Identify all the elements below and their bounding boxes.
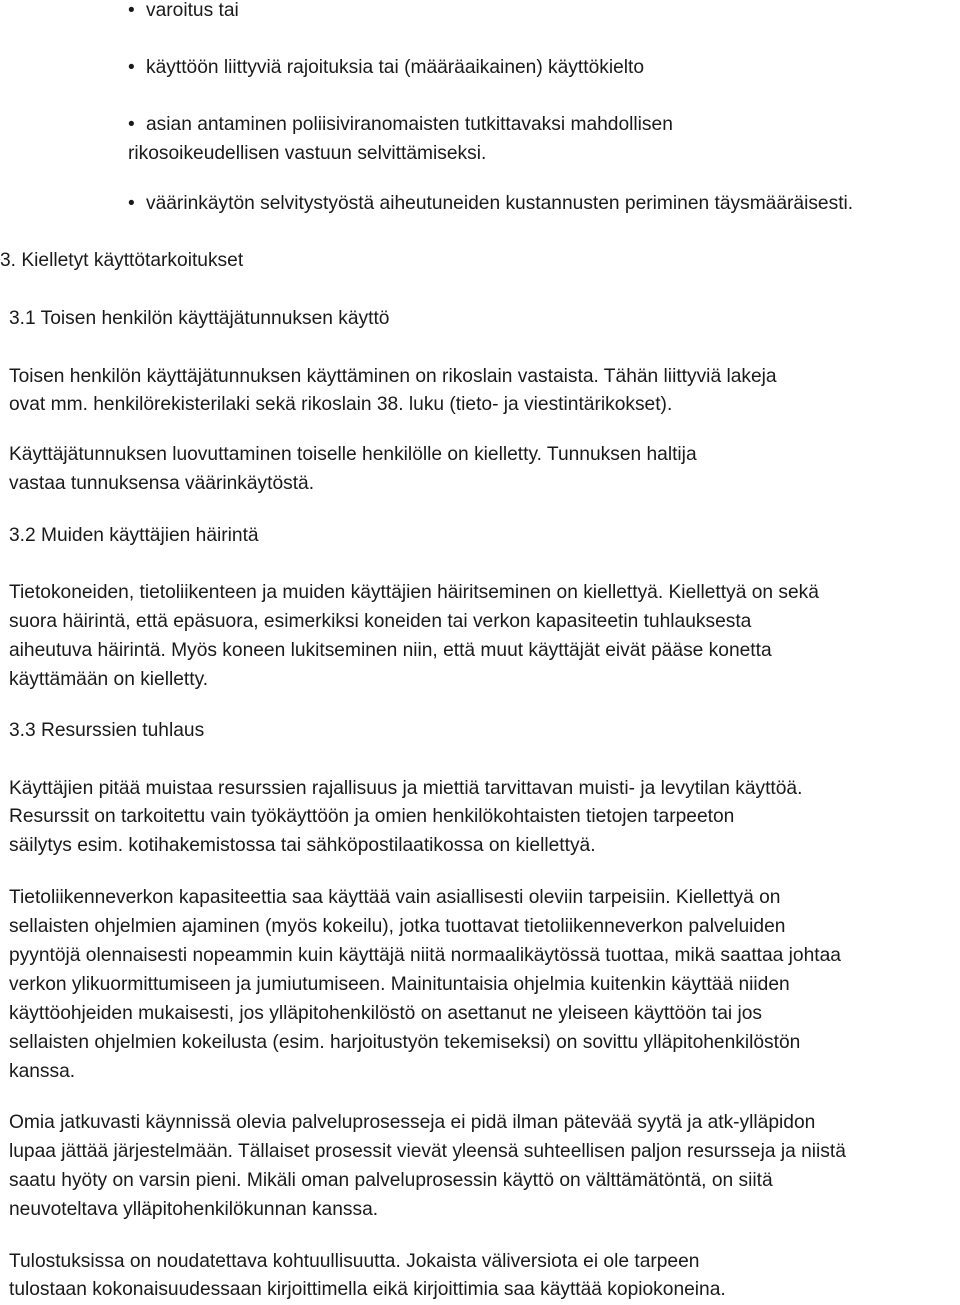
paragraph-line: kanssa. [9,1061,76,1082]
paragraph-line: Omia jatkuvasti käynnissä olevia palveluprosesseja ei pidä ilman pätevää syytä ja atk-ylläpidon [9,1112,816,1133]
paragraph-line: neuvoteltava ylläpitohenkilökunnan kanssa. [9,1199,379,1220]
paragraph-line: vastaa tunnuksensa väärinkäytöstä. [9,473,315,494]
paragraph-line: ovat mm. henkilörekisterilaki sekä rikoslain 38. luku (tieto- ja viestintärikokset). [9,394,673,415]
paragraph-line: sellaisten ohjelmien ajaminen (myös kokeilu), jotka tuottavat tietoliikenneverkon palveluiden [9,916,786,937]
paragraph-line: aiheutuva häirintä. Myös koneen lukitseminen niin, että muut käyttäjät eivät pääse konetta [9,640,772,661]
paragraph-line: pyyntöjä olennaisesti nopeammin kuin käyttäjä niitä normaalikäytössä tuottaa, mikä saattaa johtaa [9,945,841,966]
paragraph-line: saatu hyöty on varsin pieni. Mikäli oman palveluprosessin käyttö on välttämätöntä, on siitä [9,1170,773,1191]
bullet-icon: • [128,114,135,135]
paragraph-line: Käyttäjätunnuksen luovuttaminen toiselle henkilölle on kielletty. Tunnuksen haltija [9,444,697,465]
paragraph-line: Tietokoneiden, tietoliikenteen ja muiden käyttäjien häiritseminen on kiellettyä. Kiellettyä on sekä [9,582,819,603]
paragraph-line: sellaisten ohjelmien kokeilusta (esim. harjoitustyön tekemiseksi) on sovittu ylläpitohenkilöstön [9,1032,801,1053]
bullet-icon: • [128,57,135,78]
list-item [128,57,644,79]
paragraph-line: suora häirintä, että epäsuora, esimerkiksi koneiden tai verkon kapasiteetin tuhlauksesta [9,611,752,632]
bullet-icon: • [128,0,135,21]
paragraph-line: lupaa jättää järjestelmään. Tällaiset prosessit vievät yleensä suhteellisen paljon resursseja ja niistä [9,1141,846,1162]
bullet-text: väärinkäytön selvitystyöstä aiheutuneiden kustannusten periminen täysmääräisesti. [146,193,854,214]
subsection-heading: 3.1 Toisen henkilön käyttäjätunnuksen käyttö [9,308,390,329]
paragraph-line: Tulostuksissa on noudatettava kohtuullisuutta. Jokaista väliversiota ei ole tarpeen [9,1251,700,1272]
list-item [128,0,239,22]
paragraph-line: Tietoliikenneverkon kapasiteettia saa käyttää vain asiallisesti oleviin tarpeisiin. Kiellettyä on [9,887,781,908]
subsection-heading: 3.3 Resurssien tuhlaus [9,720,205,741]
subsection-heading: 3.2 Muiden käyttäjien häirintä [9,525,259,546]
paragraph-line: Toisen henkilön käyttäjätunnuksen käyttäminen on rikoslain vastaista. Tähän liittyviä lakeja [9,366,777,387]
bullet-text: käyttöön liittyviä rajoituksia tai (määräaikainen) käyttökielto [146,57,645,78]
bullet-icon: • [128,193,135,214]
paragraph-line: säilytys esim. kotihakemistossa tai sähköpostilaatikossa on kiellettyä. [9,835,596,856]
paragraph-line: tulostaan kokonaisuudessaan kirjoittimella eikä kirjoittimia saa käyttää kopiokoneina. [9,1279,726,1300]
paragraph-line: Käyttäjien pitää muistaa resurssien rajallisuus ja miettiä tarvittavan muisti- ja levytilan käyttöä. [9,778,803,799]
paragraph-line: verkon ylikuormittumiseen ja jumiutumiseen. Mainituntaisia ohjelmia kuitenkin käyttää niiden [9,974,790,995]
bullet-text: asian antaminen poliisiviranomaisten tutkittavaksi mahdollisen [146,114,673,135]
list-item [128,193,853,215]
paragraph-line: käyttämään on kielletty. [9,669,209,690]
bullet-text: varoitus tai [146,0,239,21]
section-heading: 3. Kielletyt käyttötarkoitukset [0,250,244,271]
bullet-text-continuation: rikosoikeudellisen vastuun selvittämiseksi. [128,143,487,164]
paragraph-line: Resurssit on tarkoitettu vain työkäyttöön ja omien henkilökohtaisten tietojen tarpeeton [9,806,735,827]
paragraph-line: käyttöohjeiden mukaisesti, jos ylläpitohenkilöstö on asettanut ne yleiseen käyttöön tai jos [9,1003,763,1024]
list-item [128,114,673,136]
